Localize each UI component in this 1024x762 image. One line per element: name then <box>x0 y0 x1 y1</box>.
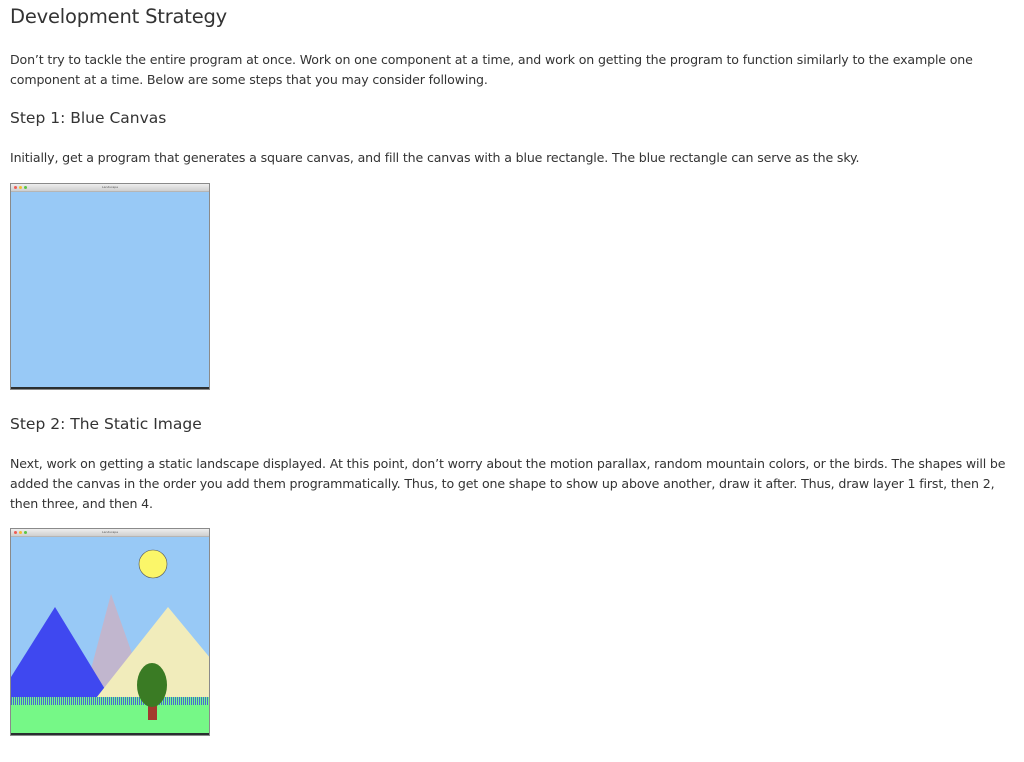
window-title: Landscape <box>101 530 119 534</box>
grass-blade-strip <box>11 697 210 707</box>
window-titlebar <box>11 529 209 537</box>
blue-canvas-screenshot <box>10 183 210 390</box>
step-2-paragraph: Next, work on getting a static landscape displayed. At this point, don’t worry about the motion parallax, random mountain colors, or the birds. The shapes will be added the canvas in the order you add them programmatically. Thus, to get one shape to show up above another, draw it after. Thus, draw layer 1 first, then 2, then three, and then 4. <box>10 456 1006 511</box>
landscape-canvas <box>11 537 210 735</box>
sun-circle <box>139 550 167 578</box>
window-title: Landscape <box>101 185 119 189</box>
step-1-heading: Step 1: Blue Canvas <box>10 109 167 127</box>
static-landscape-screenshot <box>10 528 210 736</box>
grass-blades <box>11 697 210 707</box>
window-titlebar <box>11 184 209 192</box>
intro-paragraph: Don’t try to tackle the entire program at once. Work on one component at a time, and work on getting the program to function similarly to the example one component at a time. Below are some steps that you may consider following. <box>10 52 973 87</box>
step-1-paragraph: Initially, get a program that generates a square canvas, and fill the canvas with a blue rectangle. The blue rectangle can serve as the sky. <box>10 150 860 165</box>
page-title: Development Strategy <box>10 5 228 28</box>
grass-rect <box>11 706 210 735</box>
tree-leaves <box>137 663 167 707</box>
window-bottom-edge <box>11 387 209 389</box>
window-bottom-edge <box>11 733 209 735</box>
step-2-heading: Step 2: The Static Image <box>10 415 202 433</box>
